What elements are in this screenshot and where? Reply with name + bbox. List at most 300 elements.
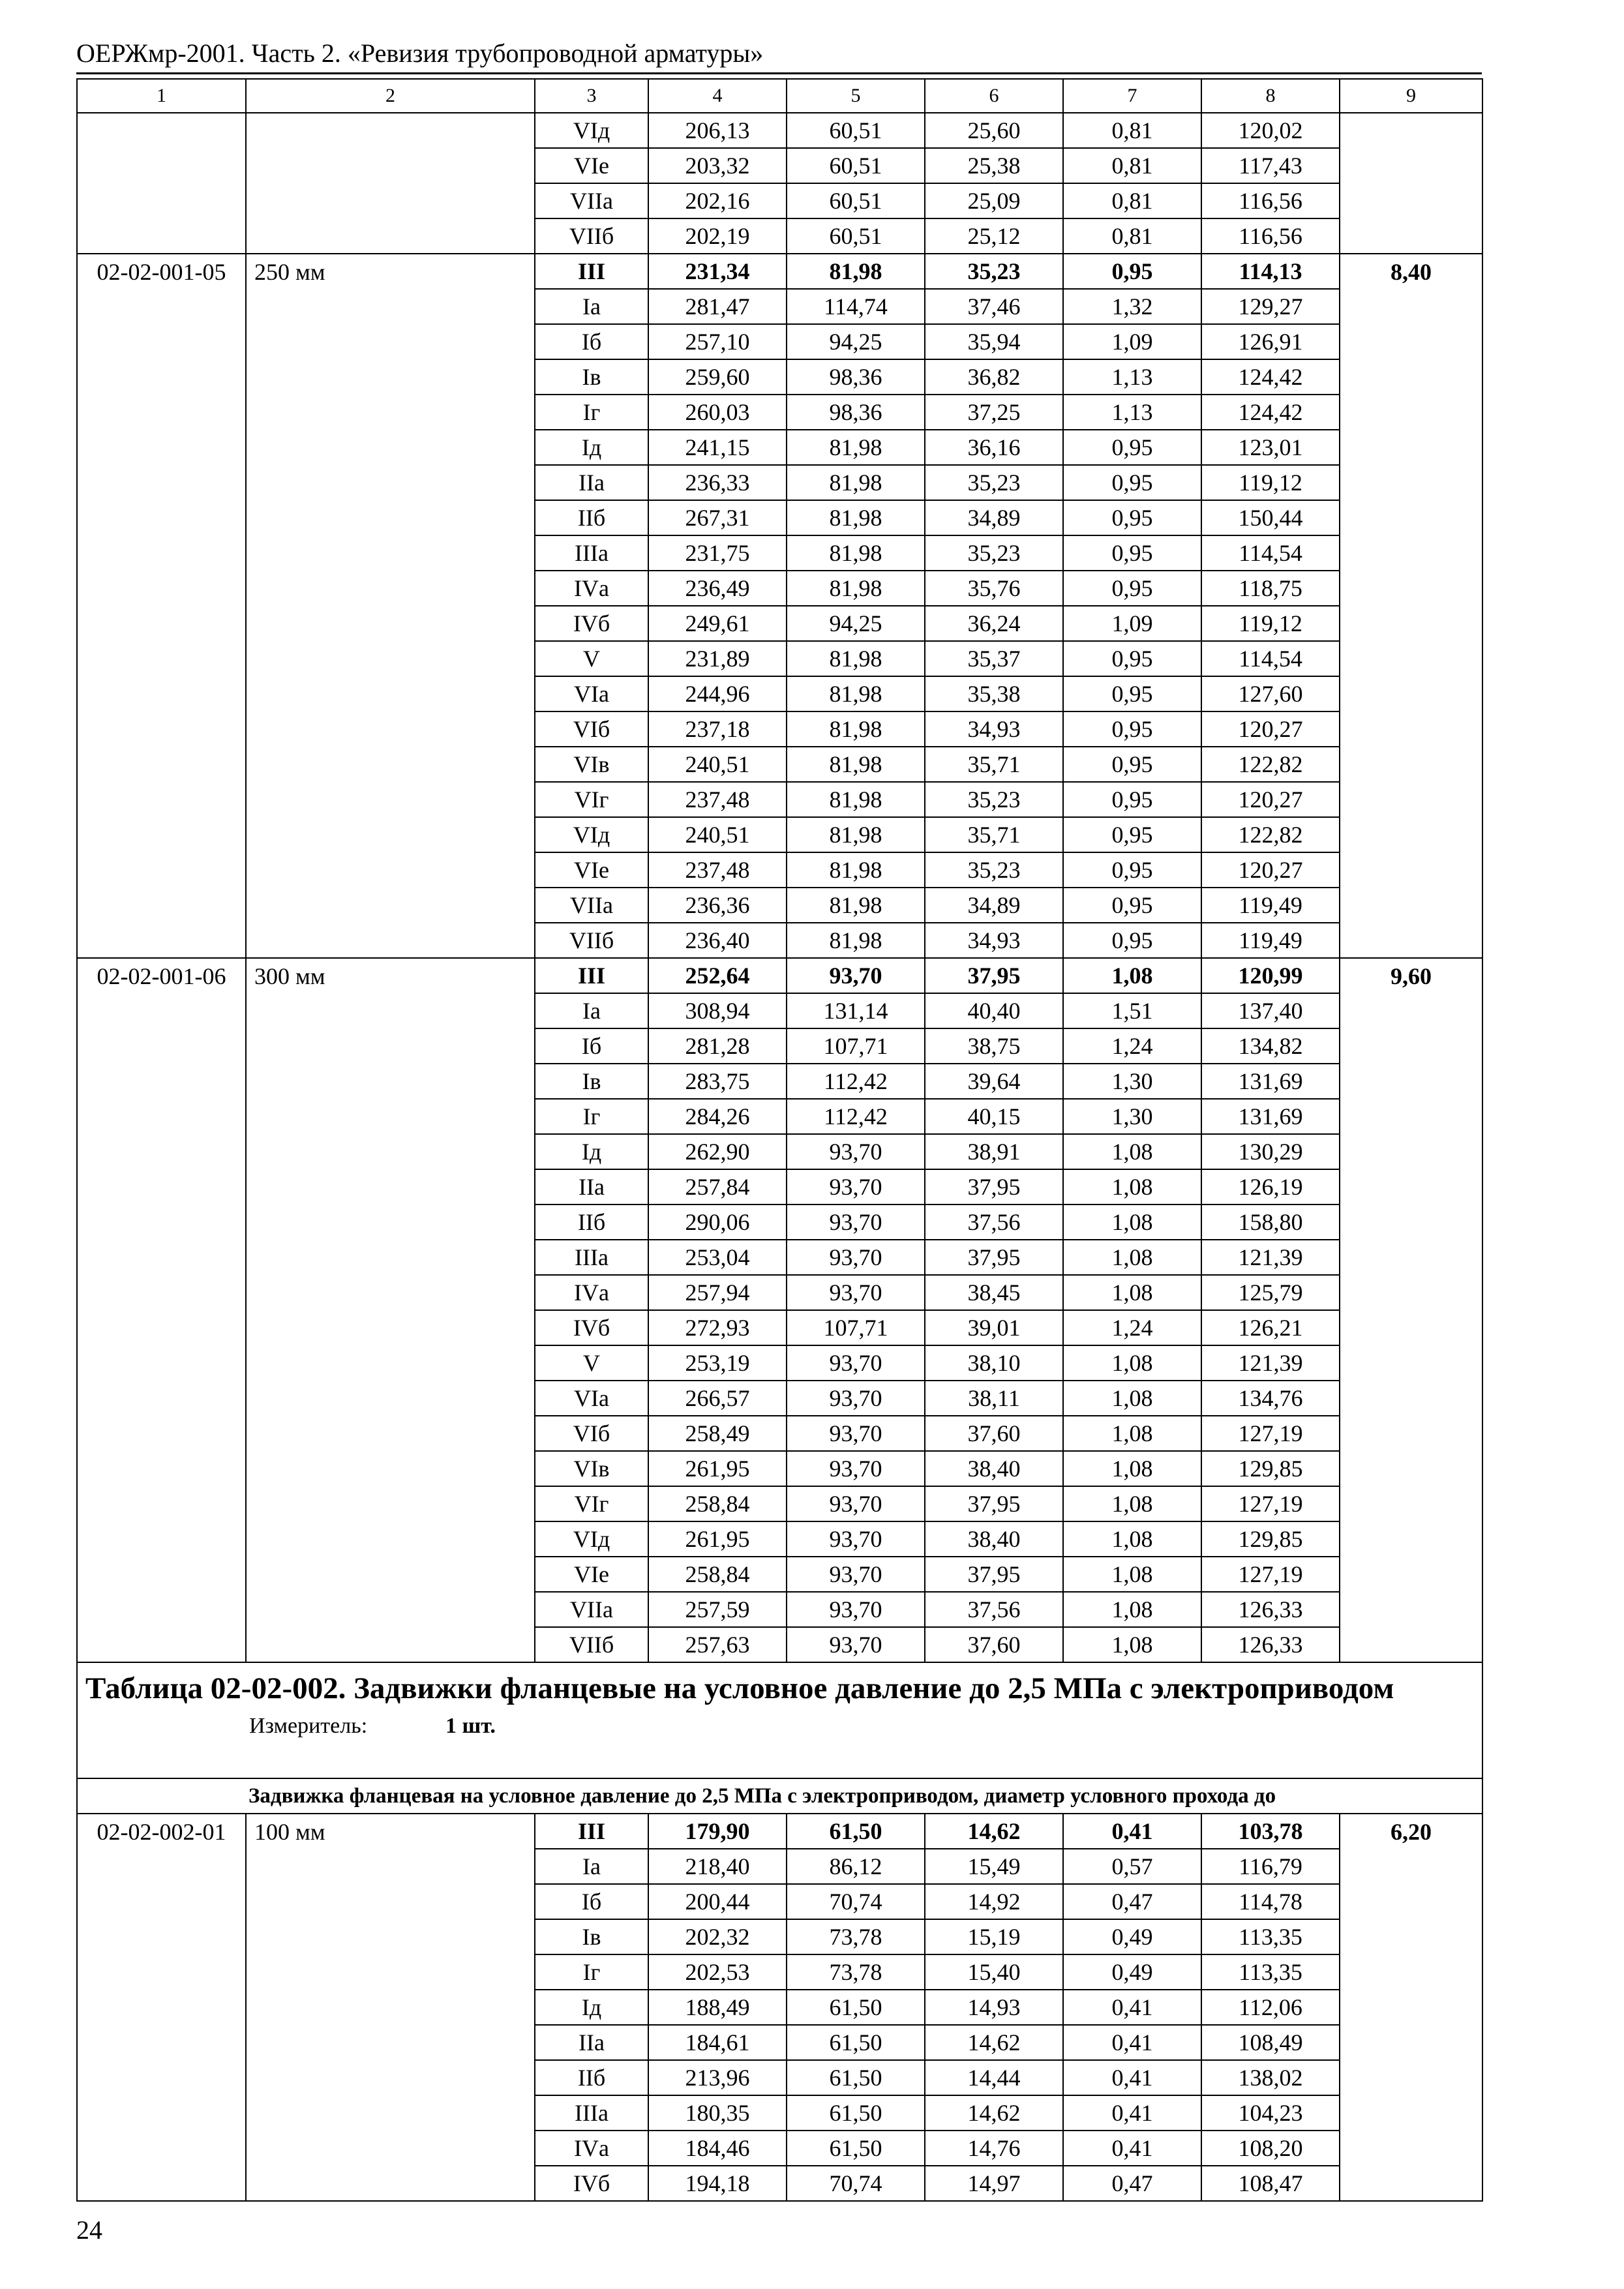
- value-cell: 36,16: [925, 430, 1063, 465]
- value-cell: 202,32: [648, 1919, 787, 1954]
- value-cell: 93,70: [787, 1275, 925, 1310]
- zone-cell: VIIа: [535, 1592, 648, 1627]
- value-cell: 127,19: [1201, 1557, 1340, 1592]
- value-cell: 93,70: [787, 1521, 925, 1557]
- value-cell: 37,56: [925, 1204, 1063, 1240]
- value-cell: 81,98: [787, 888, 925, 923]
- value-cell: 93,70: [787, 1134, 925, 1169]
- value-cell: 37,95: [925, 1169, 1063, 1204]
- value-cell: 137,40: [1201, 993, 1340, 1028]
- value-cell: 39,01: [925, 1310, 1063, 1345]
- value-cell: 119,12: [1201, 465, 1340, 500]
- value-cell: 93,70: [787, 1381, 925, 1416]
- subheading-row: [77, 1778, 1482, 1814]
- value-cell: 116,79: [1201, 1849, 1340, 1884]
- value-cell: 35,23: [925, 852, 1063, 888]
- value-cell: 0,95: [1063, 817, 1201, 852]
- value-cell: 1,24: [1063, 1028, 1201, 1064]
- value-cell: 240,51: [648, 817, 787, 852]
- value-cell: 73,78: [787, 1919, 925, 1954]
- page-number: 24: [76, 2215, 102, 2245]
- value-cell: 252,64: [648, 958, 787, 993]
- value-cell: 281,47: [648, 289, 787, 324]
- value-cell: 283,75: [648, 1064, 787, 1099]
- value-cell: 108,47: [1201, 2166, 1340, 2201]
- zone-cell: III: [535, 958, 648, 993]
- value-cell: 127,19: [1201, 1486, 1340, 1521]
- value-cell: 0,41: [1063, 2025, 1201, 2060]
- value-cell: 121,39: [1201, 1240, 1340, 1275]
- zone-cell: VIе: [535, 1557, 648, 1592]
- value-cell: 0,41: [1063, 2095, 1201, 2131]
- value-cell: 126,91: [1201, 324, 1340, 359]
- value-cell: 38,11: [925, 1381, 1063, 1416]
- value-cell: 131,14: [787, 993, 925, 1028]
- value-cell: 81,98: [787, 747, 925, 782]
- value-cell: 1,24: [1063, 1310, 1201, 1345]
- zone-cell: Iд: [535, 430, 648, 465]
- rate-name-cell: 100 мм: [246, 1814, 535, 2201]
- value-cell: 35,23: [925, 782, 1063, 817]
- zone-cell: IIб: [535, 2060, 648, 2095]
- zone-cell: V: [535, 1345, 648, 1381]
- value-cell: 0,95: [1063, 711, 1201, 747]
- value-cell: 25,38: [925, 148, 1063, 183]
- value-cell: 60,51: [787, 113, 925, 148]
- zone-cell: VIа: [535, 676, 648, 711]
- value-cell: 35,23: [925, 465, 1063, 500]
- value-cell: 119,49: [1201, 888, 1340, 923]
- value-cell: 1,13: [1063, 359, 1201, 395]
- value-cell: 25,12: [925, 218, 1063, 254]
- value-cell: 257,59: [648, 1592, 787, 1627]
- column-9-cell: 6,20: [1340, 1814, 1482, 2201]
- value-cell: 123,01: [1201, 430, 1340, 465]
- zone-cell: IIа: [535, 2025, 648, 2060]
- value-cell: 0,95: [1063, 888, 1201, 923]
- value-cell: 0,47: [1063, 2166, 1201, 2201]
- value-cell: 129,27: [1201, 289, 1340, 324]
- zone-cell: IIIа: [535, 535, 648, 571]
- section-title: Таблица 02-02-002. Задвижки фланцевые на условное давление до 2,5 МПа с электроприводом: [85, 1671, 1394, 1705]
- value-cell: 179,90: [648, 1814, 787, 1849]
- value-cell: 262,90: [648, 1134, 787, 1169]
- value-cell: 267,31: [648, 500, 787, 535]
- value-cell: 112,06: [1201, 1990, 1340, 2025]
- value-cell: 126,33: [1201, 1627, 1340, 1662]
- value-cell: 37,46: [925, 289, 1063, 324]
- value-cell: 14,62: [925, 2025, 1063, 2060]
- value-cell: 14,44: [925, 2060, 1063, 2095]
- value-cell: 0,81: [1063, 148, 1201, 183]
- value-cell: 1,08: [1063, 1557, 1201, 1592]
- value-cell: 236,49: [648, 571, 787, 606]
- value-cell: 236,40: [648, 923, 787, 958]
- value-cell: 35,71: [925, 747, 1063, 782]
- value-cell: 25,60: [925, 113, 1063, 148]
- rate-name-cell: [246, 113, 535, 254]
- value-cell: 1,08: [1063, 1240, 1201, 1275]
- value-cell: 93,70: [787, 1169, 925, 1204]
- value-cell: 36,24: [925, 606, 1063, 641]
- value-cell: 93,70: [787, 1204, 925, 1240]
- value-cell: 93,70: [787, 1627, 925, 1662]
- zone-cell: VIIа: [535, 888, 648, 923]
- rates-table: [76, 78, 1483, 2202]
- column-number: 2: [246, 79, 535, 113]
- value-cell: 25,09: [925, 183, 1063, 218]
- column-number: 9: [1340, 79, 1482, 113]
- value-cell: 118,75: [1201, 571, 1340, 606]
- value-cell: 38,40: [925, 1451, 1063, 1486]
- value-cell: 0,95: [1063, 254, 1201, 289]
- zone-cell: VIб: [535, 1416, 648, 1451]
- value-cell: 266,57: [648, 1381, 787, 1416]
- value-cell: 15,40: [925, 1954, 1063, 1990]
- value-cell: 81,98: [787, 535, 925, 571]
- value-cell: 202,53: [648, 1954, 787, 1990]
- zone-cell: V: [535, 641, 648, 676]
- value-cell: 213,96: [648, 2060, 787, 2095]
- value-cell: 0,49: [1063, 1954, 1201, 1990]
- value-cell: 126,21: [1201, 1310, 1340, 1345]
- value-cell: 38,40: [925, 1521, 1063, 1557]
- zone-cell: Iв: [535, 1064, 648, 1099]
- value-cell: 0,81: [1063, 218, 1201, 254]
- value-cell: 1,08: [1063, 1134, 1201, 1169]
- value-cell: 93,70: [787, 1592, 925, 1627]
- value-cell: 34,89: [925, 500, 1063, 535]
- zone-cell: IVб: [535, 606, 648, 641]
- value-cell: 93,70: [787, 1557, 925, 1592]
- column-9-cell: 9,60: [1340, 958, 1482, 1662]
- value-cell: 0,57: [1063, 1849, 1201, 1884]
- value-cell: 37,95: [925, 958, 1063, 993]
- table-row: [77, 958, 1482, 993]
- value-cell: 0,95: [1063, 852, 1201, 888]
- zone-cell: IVб: [535, 1310, 648, 1345]
- rate-code-cell: [77, 113, 246, 254]
- value-cell: 184,61: [648, 2025, 787, 2060]
- value-cell: 281,28: [648, 1028, 787, 1064]
- value-cell: 1,08: [1063, 1275, 1201, 1310]
- value-cell: 253,19: [648, 1345, 787, 1381]
- value-cell: 14,92: [925, 1884, 1063, 1919]
- value-cell: 126,19: [1201, 1169, 1340, 1204]
- value-cell: 258,84: [648, 1486, 787, 1521]
- value-cell: 108,20: [1201, 2131, 1340, 2166]
- value-cell: 104,23: [1201, 2095, 1340, 2131]
- value-cell: 206,13: [648, 113, 787, 148]
- value-cell: 14,62: [925, 1814, 1063, 1849]
- value-cell: 15,49: [925, 1849, 1063, 1884]
- value-cell: 38,91: [925, 1134, 1063, 1169]
- value-cell: 127,19: [1201, 1416, 1340, 1451]
- column-number: 3: [535, 79, 648, 113]
- value-cell: 35,37: [925, 641, 1063, 676]
- value-cell: 93,70: [787, 958, 925, 993]
- value-cell: 0,95: [1063, 535, 1201, 571]
- zone-cell: VIIб: [535, 218, 648, 254]
- zone-cell: Iд: [535, 1990, 648, 2025]
- value-cell: 1,08: [1063, 1592, 1201, 1627]
- value-cell: 81,98: [787, 923, 925, 958]
- value-cell: 70,74: [787, 1884, 925, 1919]
- value-cell: 114,74: [787, 289, 925, 324]
- zone-cell: VIв: [535, 747, 648, 782]
- value-cell: 231,34: [648, 254, 787, 289]
- value-cell: 120,99: [1201, 958, 1340, 993]
- value-cell: 127,60: [1201, 676, 1340, 711]
- column-9-cell: [1340, 113, 1482, 254]
- value-cell: 81,98: [787, 254, 925, 289]
- header-rule: [76, 72, 1482, 74]
- value-cell: 14,62: [925, 2095, 1063, 2131]
- value-cell: 86,12: [787, 1849, 925, 1884]
- value-cell: 14,93: [925, 1990, 1063, 2025]
- value-cell: 70,74: [787, 2166, 925, 2201]
- value-cell: 61,50: [787, 1990, 925, 2025]
- rate-name-cell: 250 мм: [246, 254, 535, 958]
- value-cell: 40,15: [925, 1099, 1063, 1134]
- value-cell: 203,32: [648, 148, 787, 183]
- value-cell: 37,95: [925, 1486, 1063, 1521]
- value-cell: 61,50: [787, 2131, 925, 2166]
- value-cell: 81,98: [787, 571, 925, 606]
- value-cell: 60,51: [787, 148, 925, 183]
- value-cell: 0,95: [1063, 571, 1201, 606]
- value-cell: 98,36: [787, 395, 925, 430]
- column-number: 6: [925, 79, 1063, 113]
- value-cell: 0,95: [1063, 465, 1201, 500]
- value-cell: 60,51: [787, 218, 925, 254]
- value-cell: 237,18: [648, 711, 787, 747]
- section-header-cell: [77, 1662, 1482, 1778]
- value-cell: 114,13: [1201, 254, 1340, 289]
- value-cell: 1,30: [1063, 1064, 1201, 1099]
- value-cell: 35,23: [925, 254, 1063, 289]
- value-cell: 120,02: [1201, 113, 1340, 148]
- value-cell: 0,81: [1063, 183, 1201, 218]
- zone-cell: Iа: [535, 993, 648, 1028]
- value-cell: 1,08: [1063, 958, 1201, 993]
- value-cell: 180,35: [648, 2095, 787, 2131]
- zone-cell: VIг: [535, 1486, 648, 1521]
- value-cell: 122,82: [1201, 817, 1340, 852]
- value-cell: 1,08: [1063, 1521, 1201, 1557]
- value-cell: 35,71: [925, 817, 1063, 852]
- value-cell: 117,43: [1201, 148, 1340, 183]
- value-cell: 35,38: [925, 676, 1063, 711]
- zone-cell: VIд: [535, 817, 648, 852]
- value-cell: 81,98: [787, 430, 925, 465]
- value-cell: 93,70: [787, 1345, 925, 1381]
- zone-cell: IIб: [535, 1204, 648, 1240]
- value-cell: 113,35: [1201, 1954, 1340, 1990]
- value-cell: 114,54: [1201, 641, 1340, 676]
- value-cell: 261,95: [648, 1451, 787, 1486]
- value-cell: 124,42: [1201, 359, 1340, 395]
- value-cell: 107,71: [787, 1028, 925, 1064]
- value-cell: 130,29: [1201, 1134, 1340, 1169]
- subheading-text: Задвижка фланцевая на условное давление до 2,5 МПа с электроприводом, диаметр условного прохода до: [77, 1778, 1482, 1814]
- value-cell: 103,78: [1201, 1814, 1340, 1849]
- zone-cell: Iв: [535, 1919, 648, 1954]
- value-cell: 0,95: [1063, 641, 1201, 676]
- value-cell: 1,32: [1063, 289, 1201, 324]
- zone-cell: Iа: [535, 1849, 648, 1884]
- value-cell: 93,70: [787, 1451, 925, 1486]
- table-row: [77, 1814, 1482, 1849]
- value-cell: 150,44: [1201, 500, 1340, 535]
- column-9-cell: 8,40: [1340, 254, 1482, 958]
- value-cell: 120,27: [1201, 782, 1340, 817]
- value-cell: 134,76: [1201, 1381, 1340, 1416]
- value-cell: 0,49: [1063, 1919, 1201, 1954]
- value-cell: 108,49: [1201, 2025, 1340, 2060]
- value-cell: 308,94: [648, 993, 787, 1028]
- value-cell: 231,75: [648, 535, 787, 571]
- column-number: 4: [648, 79, 787, 113]
- zone-cell: VIг: [535, 782, 648, 817]
- value-cell: 1,09: [1063, 324, 1201, 359]
- value-cell: 260,03: [648, 395, 787, 430]
- value-cell: 37,25: [925, 395, 1063, 430]
- zone-cell: IIа: [535, 1169, 648, 1204]
- value-cell: 1,09: [1063, 606, 1201, 641]
- value-cell: 81,98: [787, 817, 925, 852]
- zone-cell: IIIа: [535, 2095, 648, 2131]
- value-cell: 202,16: [648, 183, 787, 218]
- value-cell: 81,98: [787, 852, 925, 888]
- value-cell: 1,08: [1063, 1451, 1201, 1486]
- value-cell: 0,95: [1063, 747, 1201, 782]
- value-cell: 258,84: [648, 1557, 787, 1592]
- value-cell: 241,15: [648, 430, 787, 465]
- value-cell: 93,70: [787, 1416, 925, 1451]
- value-cell: 1,08: [1063, 1345, 1201, 1381]
- value-cell: 112,42: [787, 1064, 925, 1099]
- zone-cell: Iб: [535, 1884, 648, 1919]
- value-cell: 60,51: [787, 183, 925, 218]
- value-cell: 61,50: [787, 2060, 925, 2095]
- value-cell: 194,18: [648, 2166, 787, 2201]
- value-cell: 257,94: [648, 1275, 787, 1310]
- value-cell: 237,48: [648, 782, 787, 817]
- value-cell: 0,95: [1063, 500, 1201, 535]
- zone-cell: VIа: [535, 1381, 648, 1416]
- value-cell: 0,41: [1063, 2060, 1201, 2095]
- value-cell: 81,98: [787, 782, 925, 817]
- table-row: [77, 113, 1482, 148]
- value-cell: 1,08: [1063, 1627, 1201, 1662]
- zone-cell: Iг: [535, 1099, 648, 1134]
- value-cell: 93,70: [787, 1240, 925, 1275]
- value-cell: 244,96: [648, 676, 787, 711]
- value-cell: 38,45: [925, 1275, 1063, 1310]
- zone-cell: IVб: [535, 2166, 648, 2201]
- column-number: 5: [787, 79, 925, 113]
- zone-cell: Iа: [535, 289, 648, 324]
- value-cell: 81,98: [787, 711, 925, 747]
- value-cell: 73,78: [787, 1954, 925, 1990]
- measure-value: 1 шт.: [445, 1714, 496, 1738]
- zone-cell: Iв: [535, 359, 648, 395]
- value-cell: 258,49: [648, 1416, 787, 1451]
- column-number: 8: [1201, 79, 1340, 113]
- value-cell: 0,95: [1063, 430, 1201, 465]
- column-number: 7: [1063, 79, 1201, 113]
- value-cell: 119,49: [1201, 923, 1340, 958]
- value-cell: 1,08: [1063, 1416, 1201, 1451]
- column-number-row: [77, 79, 1482, 113]
- value-cell: 81,98: [787, 641, 925, 676]
- zone-cell: VIIа: [535, 183, 648, 218]
- value-cell: 122,82: [1201, 747, 1340, 782]
- zone-cell: Iг: [535, 395, 648, 430]
- value-cell: 94,25: [787, 324, 925, 359]
- value-cell: 112,42: [787, 1099, 925, 1134]
- zone-cell: VIд: [535, 1521, 648, 1557]
- value-cell: 129,85: [1201, 1451, 1340, 1486]
- value-cell: 113,35: [1201, 1919, 1340, 1954]
- value-cell: 114,78: [1201, 1884, 1340, 1919]
- value-cell: 240,51: [648, 747, 787, 782]
- measure-line: [78, 1707, 1482, 1740]
- value-cell: 253,04: [648, 1240, 787, 1275]
- value-cell: 0,95: [1063, 923, 1201, 958]
- value-cell: 114,54: [1201, 535, 1340, 571]
- value-cell: 290,06: [648, 1204, 787, 1240]
- value-cell: 138,02: [1201, 2060, 1340, 2095]
- value-cell: 129,85: [1201, 1521, 1340, 1557]
- value-cell: 1,51: [1063, 993, 1201, 1028]
- value-cell: 218,40: [648, 1849, 787, 1884]
- value-cell: 124,42: [1201, 395, 1340, 430]
- zone-cell: IVа: [535, 571, 648, 606]
- rate-code-cell: 02-02-002-01: [77, 1814, 246, 2201]
- zone-cell: Iг: [535, 1954, 648, 1990]
- rate-code-cell: 02-02-001-05: [77, 254, 246, 958]
- zone-cell: VIб: [535, 711, 648, 747]
- value-cell: 81,98: [787, 676, 925, 711]
- rate-name-cell: 300 мм: [246, 958, 535, 1662]
- value-cell: 0,95: [1063, 782, 1201, 817]
- page-header: ОЕРЖмр-2001. Часть 2. «Ревизия трубопроводной арматуры»: [76, 38, 764, 68]
- value-cell: 231,89: [648, 641, 787, 676]
- value-cell: 126,33: [1201, 1592, 1340, 1627]
- zone-cell: VIIб: [535, 923, 648, 958]
- value-cell: 1,13: [1063, 395, 1201, 430]
- value-cell: 257,84: [648, 1169, 787, 1204]
- value-cell: 98,36: [787, 359, 925, 395]
- value-cell: 1,08: [1063, 1381, 1201, 1416]
- value-cell: 200,44: [648, 1884, 787, 1919]
- value-cell: 257,10: [648, 324, 787, 359]
- value-cell: 40,40: [925, 993, 1063, 1028]
- value-cell: 81,98: [787, 500, 925, 535]
- value-cell: 35,76: [925, 571, 1063, 606]
- value-cell: 120,27: [1201, 711, 1340, 747]
- value-cell: 116,56: [1201, 183, 1340, 218]
- zone-cell: Iд: [535, 1134, 648, 1169]
- value-cell: 236,36: [648, 888, 787, 923]
- value-cell: 61,50: [787, 1814, 925, 1849]
- value-cell: 0,95: [1063, 676, 1201, 711]
- value-cell: 0,81: [1063, 113, 1201, 148]
- value-cell: 34,89: [925, 888, 1063, 923]
- zone-cell: III: [535, 1814, 648, 1849]
